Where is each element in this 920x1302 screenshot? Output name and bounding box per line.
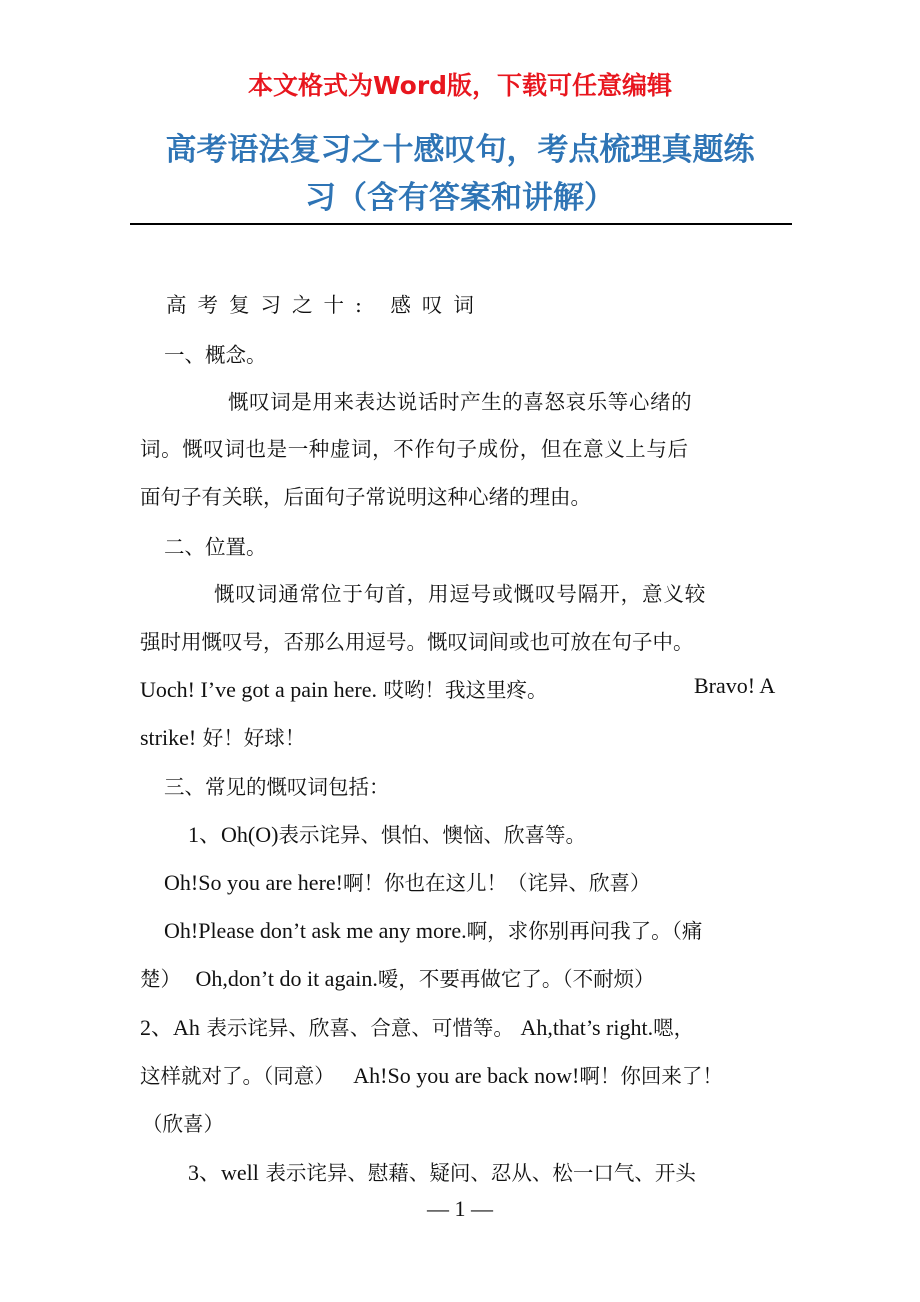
section-heading: 高考复习之十: 感叹词 [166,293,485,317]
example-line [164,866,651,896]
example-english: Oh!So you are here! [164,870,343,895]
download-notice: 本文格式为Word版，下载可任意编辑 [247,71,673,100]
example-english: Bravo! A [694,673,776,698]
section-1-title: 一、概念。 [164,343,267,367]
item-number: 3、 [188,1160,222,1185]
example-chinese: 嗯， [653,1016,695,1040]
example-english: Ah,that’s right. [520,1015,654,1040]
paragraph-line: 慨叹词是用来表达说话时产生的喜怒哀乐等心绪的 [228,390,693,414]
interjection-term: Ah [173,1015,200,1040]
paragraph-line: 词。慨叹词也是一种虚词，不作句子成份，但在意义上与后 [140,437,689,461]
item-description: 表示诧异、慰藉、疑问、忍从、松一口气、开头 [265,1161,696,1185]
example-chinese: 啊，求你别再问我了。（痛 [466,919,703,943]
example-line [142,1107,224,1137]
example-english: strike! [140,725,197,750]
example-line [164,914,702,944]
paragraph-line: 强时用慨叹号，否那么用逗号。慨叹词间或也可放在句子中。 [140,630,694,654]
example-line [140,1059,723,1089]
example-chinese: 哎哟！我这里疼。 [383,678,548,702]
list-item [188,1156,696,1187]
example-line [140,962,655,992]
item-number: 2、 [140,1015,174,1040]
interjection-term: well [221,1160,259,1185]
item-description: 表示诧异、欣喜、合意、可惜等。 [206,1016,514,1040]
example-chinese: 啊！你回来了！ [579,1064,723,1088]
example-english: Oh,don’t do it again. [195,966,378,991]
example-english: Oh!Please don’t ask me any more. [164,918,467,943]
list-item [188,818,586,849]
example-english: Ah!So you are back now! [353,1063,580,1088]
example-line [140,721,305,751]
example-chinese: 好！好球！ [202,726,306,750]
paragraph-line: 慨叹词通常位于句首，用逗号或慨叹号隔开，意义较 [214,582,707,606]
section-2-title: 二、位置。 [164,535,267,559]
page-number: — 1 — [427,1196,493,1221]
example-line [694,673,775,699]
example-line [140,673,548,703]
paragraph-line: 面句子有关联，后面句子常说明这种心绪的理由。 [140,485,591,509]
item-number: 1、 [188,822,222,847]
list-item [140,1011,694,1042]
document-title-line-2: 习（含有答案和讲解） [305,180,615,216]
example-chinese: 啊！你也在这儿！（诧异、欣喜） [343,871,651,895]
item-description: 表示诧异、惧怕、懊恼、欣喜等。 [278,823,586,847]
example-chinese: （欣喜） [142,1112,224,1136]
example-chinese: 这样就对了。（同意） [140,1064,335,1088]
title-divider [130,223,792,225]
example-english: Uoch! I’ve got a pain here. [140,677,378,702]
document-title-line-1: 高考语法复习之十感叹句，考点梳理真题练 [165,132,755,168]
section-3-title: 三、常见的慨叹词包括： [164,775,390,799]
interjection-term: Oh(O) [221,822,279,847]
example-chinese: 楚） [140,967,181,991]
example-chinese: 嗳，不要再做它了。（不耐烦） [377,967,655,991]
